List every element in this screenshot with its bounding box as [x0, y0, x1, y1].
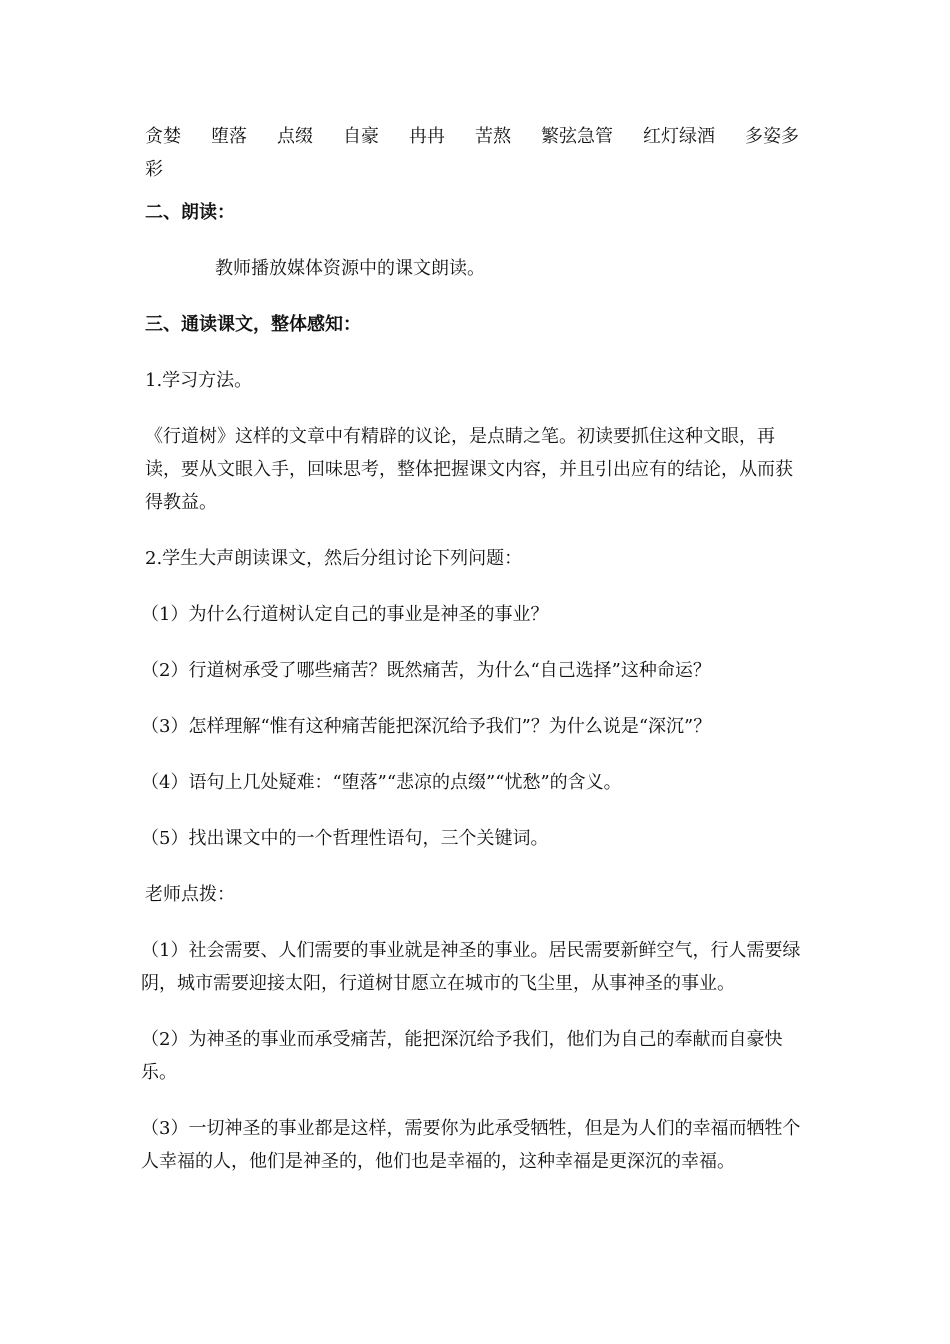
question-item: （4）语句上几处疑难：“堕落”“悲凉的点缀”“忧愁”的含义。 [141, 772, 622, 793]
answer-item: （3）一切神圣的事业都是这样，需要你为此承受牺牲，但是为人们的幸福而牺牲个人幸福的人，他们是神圣的，他们也是幸福的，这种幸福是更深沉的幸福。 [141, 1118, 801, 1172]
vocab-word: 堕落 [211, 126, 247, 147]
vocab-word: 红灯绿酒 [643, 126, 715, 147]
discussion-title: 2.学生大声朗读课文，然后分组讨论下列问题： [145, 548, 523, 569]
question-item: （5）找出课文中的一个哲理性语句，三个关键词。 [141, 828, 549, 849]
document-page [141, 120, 810, 1201]
vocab-word: 自豪 [343, 126, 379, 147]
teacher-guidance-title: 老师点拨： [145, 884, 235, 905]
vocab-word: 贪婪 [145, 126, 181, 147]
method-text: 《行道树》这样的文章中有精辟的议论，是点睛之笔。初读要抓住这种文眼，再读，要从文眼入手，回味思考，整体把握课文内容，并且引出应有的结论，从而获得教益。 [145, 426, 793, 513]
answer-item: （1）社会需要、人们需要的事业就是神圣的事业。居民需要新鲜空气，行人需要绿阴，城市需要迎接太阳，行道树甘愿立在城市的飞尘里，从事神圣的事业。 [141, 940, 801, 994]
question-item: （3）怎样理解“惟有这种痛苦能把深沉给予我们”？为什么说是“深沉”？ [141, 716, 712, 737]
vocab-word: 繁弦急管 [541, 126, 613, 147]
question-item: （2）行道树承受了哪些痛苦？既然痛苦，为什么“自己选择”这种命运？ [141, 660, 711, 681]
vocab-word: 冉冉 [409, 126, 445, 147]
section-heading-overview: 三、通读课文，整体感知： [145, 314, 361, 335]
answer-item: （2）为神圣的事业而承受痛苦，能把深沉给予我们，他们为自己的奉献而自豪快乐。 [141, 1029, 783, 1083]
question-item: （1）为什么行道树认定自己的事业是神圣的事业？ [141, 604, 549, 625]
vocab-word: 点缀 [277, 126, 313, 147]
method-title: 1.学习方法。 [145, 370, 253, 391]
section-heading-reading: 二、朗读： [145, 202, 235, 223]
vocab-word: 多姿多彩 [145, 126, 799, 180]
reading-instruction: 教师播放媒体资源中的课文朗读。 [215, 258, 485, 279]
vocabulary-list [145, 120, 810, 186]
vocab-word: 苦熬 [475, 126, 511, 147]
